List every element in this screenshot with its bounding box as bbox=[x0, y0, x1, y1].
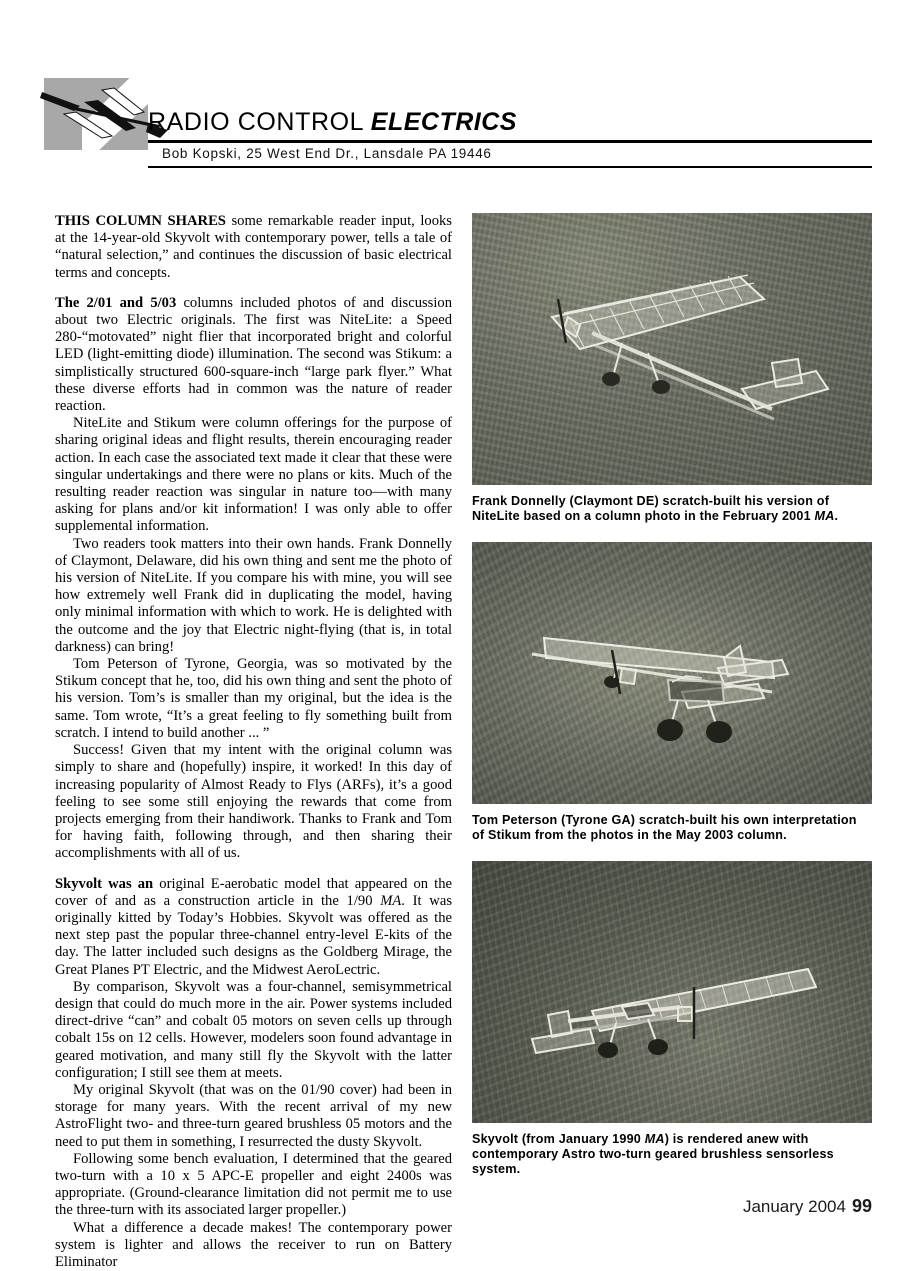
caption-3-part2: ) is rendered anew with contemporary Astro two-turn geared brushless sensorless system. bbox=[472, 1132, 834, 1176]
model-airplane-on-grass bbox=[472, 213, 872, 485]
paragraph-2-text: columns included photos of and discussion about two Electric originals. The first was NiteLite: a Speed 280-“motovated” night flier that incorporated bright and colorful LED (light-emitting diode) illumination. The second was Stikum: a simplistically structured 600-square-inch “large park flyer.” What these diverse efforts had in common was the nature of reader reaction. bbox=[55, 294, 452, 415]
paragraph-1-lead: THIS COLUMN SHARES bbox=[55, 213, 226, 229]
caption-1-part2: . bbox=[834, 509, 839, 523]
article-body bbox=[55, 213, 452, 1271]
paragraph-4: Two readers took matters into their own hands. Frank Donnelly of Claymont, Delaware, did his own thing and sent me the photo of his version of NiteLite. If you compare his with mine, you will see how extremely well Frank did in duplicating the model, having only minimal information with which to work. He is delighted with the outcome and the joy that Electric night-flying (that is, in total darkness) can bring! bbox=[55, 535, 452, 655]
paragraph-7-italic: MA bbox=[380, 892, 402, 909]
issue-date: January 2004 bbox=[742, 1197, 846, 1216]
caption-2-part1: Tom Peterson (Tyrone GA) scratch-built his own interpretation of Stikum from the photos in the May 2003 column. bbox=[472, 813, 857, 842]
photo-stikum bbox=[472, 542, 872, 804]
header-rule-bottom bbox=[148, 166, 872, 168]
paragraph-6: Success! Given that my intent with the original column was simply to share and (hopefully) inspire, it worked! In this day of increasing popularity of Almost Ready to Flys (ARFs), it’s a good feeling to see some still enjoying the rewards that come from projects emerging from their handiwork. Thanks to Frank and Tom for having faith, following through, and then sharing their accomplishments with all of us. bbox=[55, 742, 452, 862]
page-title bbox=[148, 108, 517, 137]
caption-1-italic: MA bbox=[814, 509, 835, 523]
photo-nitelite bbox=[472, 213, 872, 485]
paragraph-2 bbox=[55, 295, 452, 415]
page-title-radio-control: RADIO CONTROL bbox=[148, 108, 371, 136]
caption-3-part1: Skyvolt (from January 1990 bbox=[472, 1132, 645, 1146]
column-byline: Bob Kopski, 25 West End Dr., Lansdale PA 19446 bbox=[162, 146, 492, 161]
paragraph-8: By comparison, Skyvolt was a four-channel, semisymmetrical design that could do much more in the air. Power systems included direct-drive “can” and cobalt 05 motors on seven cells up through cobalt 15s on 12 cells. However, modelers soon found advantage in geared motivation, and many still fly the Skyvolt with the latter configuration; I still see them at meets. bbox=[55, 978, 452, 1081]
photo-skyvolt-caption bbox=[472, 1132, 872, 1177]
paragraph-11: What a difference a decade makes! The contemporary power system is lighter and allows the receiver to run on Battery Eliminator bbox=[55, 1219, 452, 1270]
column-header bbox=[44, 78, 872, 168]
header-rule-top bbox=[148, 140, 872, 143]
photo-column bbox=[472, 213, 872, 1195]
paragraph-1-text: some remarkable reader input, looks at the 14-year-old Skyvolt with contemporary power, tells a tale of “natural selection,” and continues the discussion of basic electrical terms and concepts. bbox=[55, 213, 452, 281]
paragraph-7 bbox=[55, 876, 452, 979]
paragraph-9: My original Skyvolt (that was on the 01/90 cover) had been in storage for many years. With the recent arrival of my new AstroFlight two- and three-turn geared brushless 05 motors and the need to put them in something, I resurrected the dusty Skyvolt. bbox=[55, 1081, 452, 1150]
photo-skyvolt bbox=[472, 861, 872, 1123]
column-logo bbox=[44, 78, 148, 150]
caption-1-part1: Frank Donnelly (Claymont DE) scratch-built his version of NiteLite based on a column photo in the February 2001 bbox=[472, 494, 830, 523]
paragraph-10: Following some bench evaluation, I determined that the geared two-turn with a 10 x 5 APC-E propeller and eight 2400s was appropriate. (Ground-clearance limitation did not permit me to use the three-turn with its associated larger propeller.) bbox=[55, 1150, 452, 1219]
paragraph-3: NiteLite and Stikum were column offerings for the purpose of sharing original ideas and flight results, therein encouraging reader action. In each case the associated text made it clear that these were singular undertakings and there were no plans or kits. Much of the resulting reader reaction was singular in nature too—with many asking for plans and/or kit information! I was only able to offer supplemental information. bbox=[55, 415, 452, 535]
caption-3-italic: MA bbox=[644, 1132, 665, 1146]
paragraph-7-lead: Skyvolt was an bbox=[55, 875, 154, 892]
paragraph-7-text: original E-aerobatic model that appeared on the cover of and as a construction article in the 1/90 bbox=[55, 875, 453, 909]
paragraph-1 bbox=[55, 213, 452, 282]
paragraph-2-lead: The 2/01 and 5/03 bbox=[55, 294, 177, 311]
paragraph-5: Tom Peterson of Tyrone, Georgia, was so motivated by the Stikum concept that he, too, did his own thing and sent the photo of his version. Tom’s is smaller than my original, but the idea is the same. Tom wrote, “It’s a great feeling to fly something built from scratch. I intend to build another ... ” bbox=[55, 656, 452, 741]
model-airplane-on-grass bbox=[472, 542, 872, 804]
page-title-electrics: ELECTRICS bbox=[370, 108, 517, 136]
page-footer bbox=[743, 1196, 872, 1217]
model-airplane-on-grass bbox=[472, 861, 872, 1123]
photo-stikum-caption bbox=[472, 813, 872, 843]
paragraph-7-text2: . It was originally kitted by Today’s Hobbies. Skyvolt was offered as the next step past the popular three-channel entry-level E-kits of the day. The latter included such designs as the Goldberg Mirage, the Great Planes PT Electric, and the Midwest AeroLectric. bbox=[55, 892, 452, 978]
photo-nitelite-caption bbox=[472, 494, 872, 524]
page-number: 99 bbox=[851, 1196, 872, 1216]
